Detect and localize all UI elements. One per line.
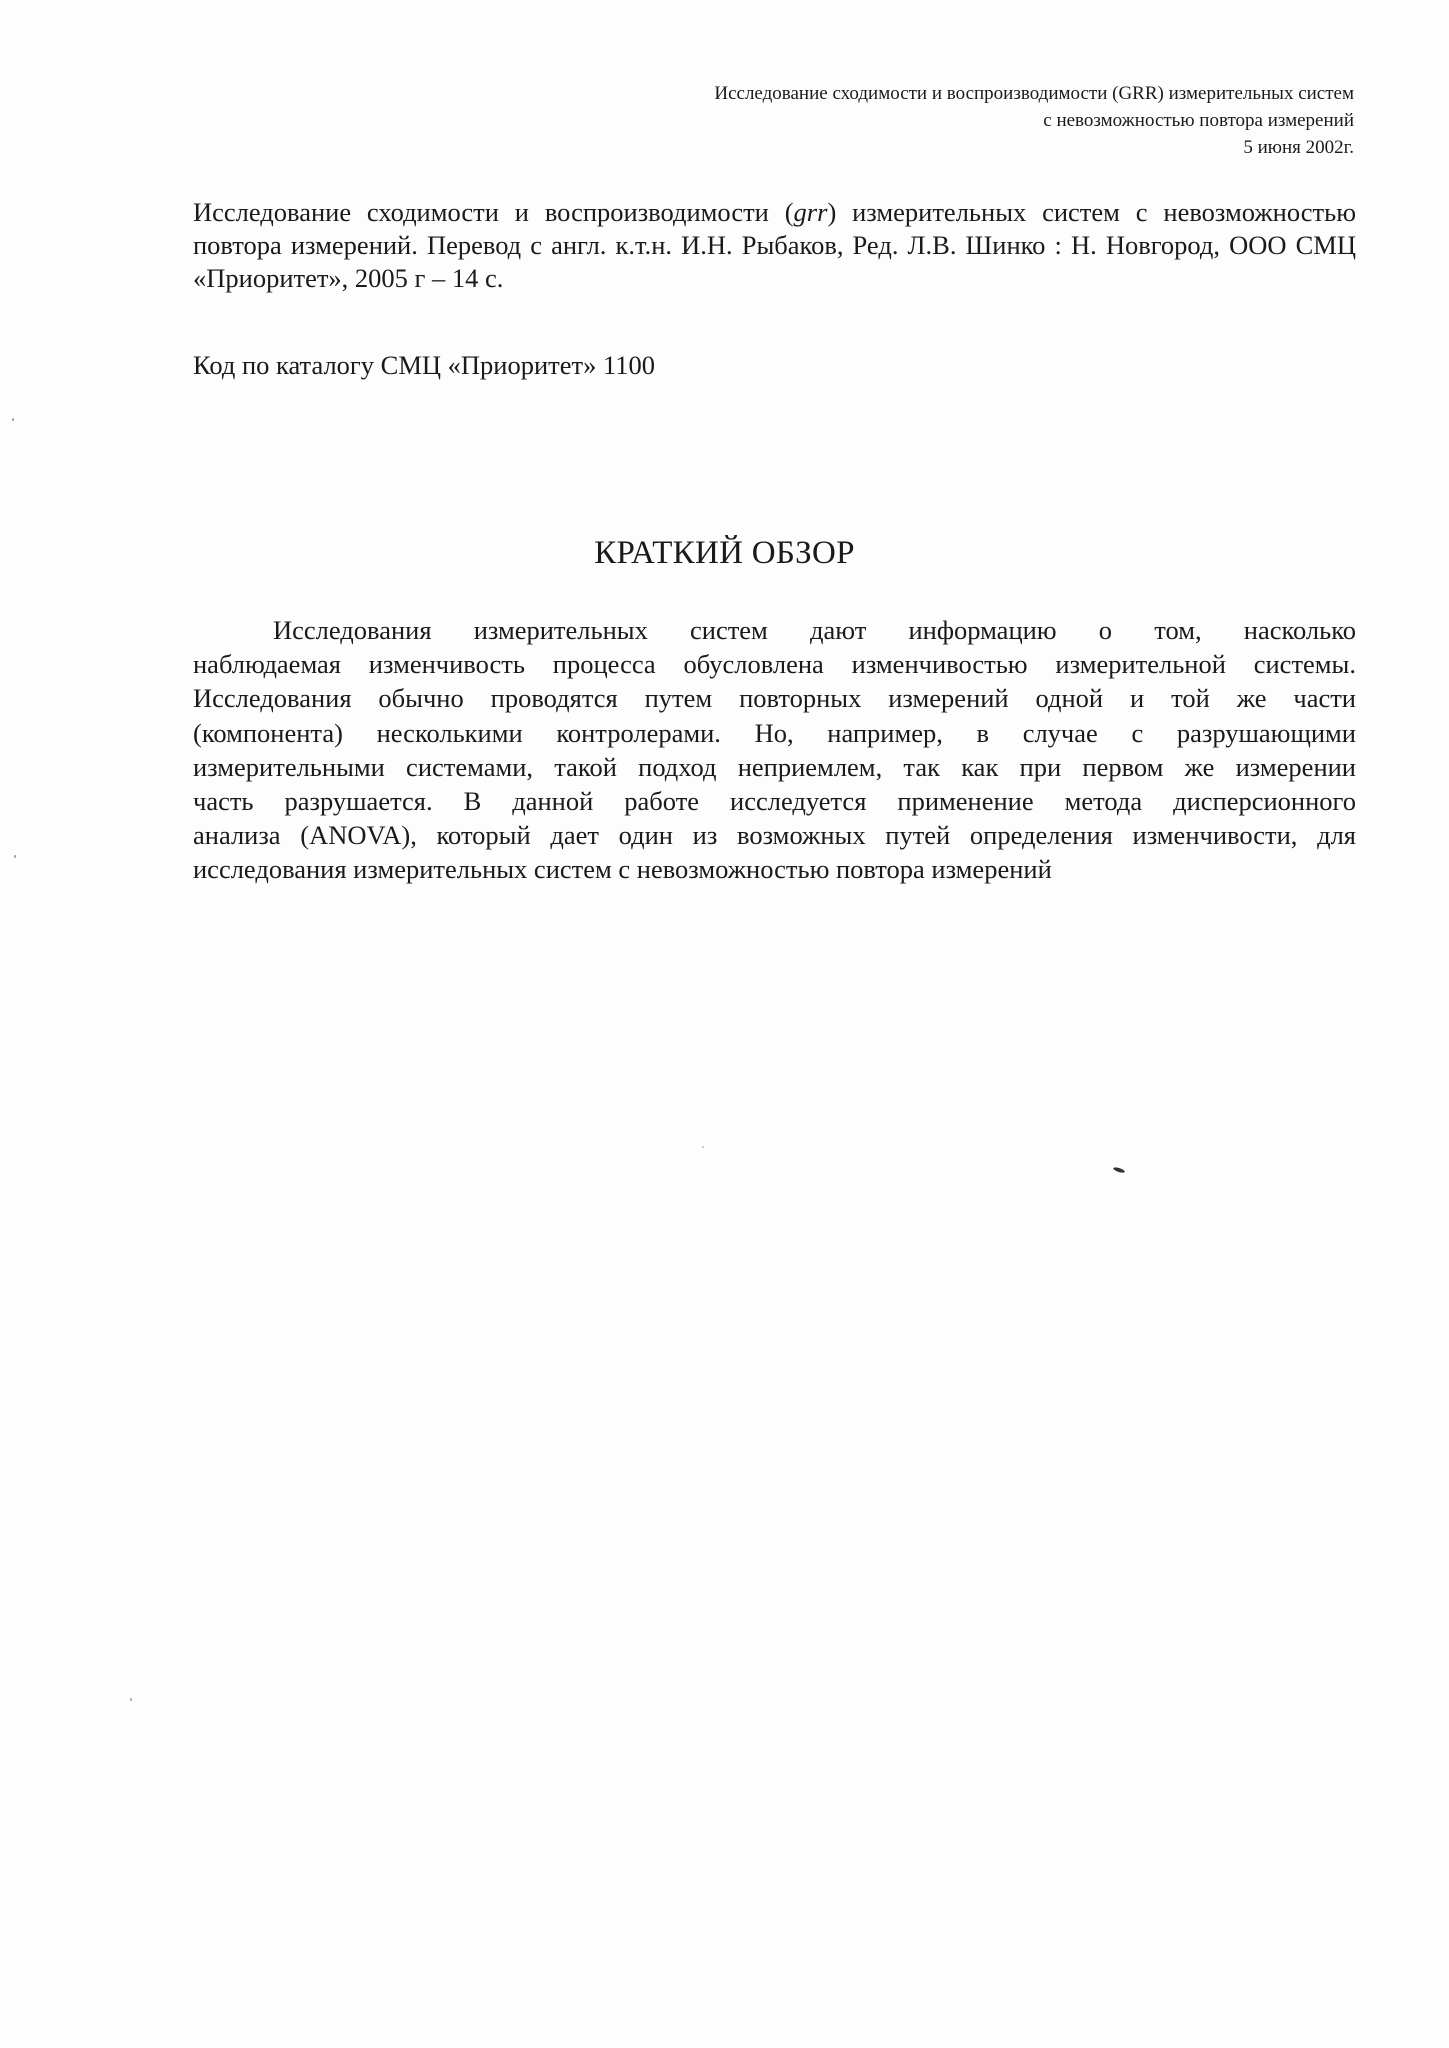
abstract-line: исследования измерительных систем с невозможностью повтора измерений [193,854,1052,885]
abstract-line: анализа (ANOVA), который дает один из возможных путей определения изменчивости, для [193,820,1356,851]
header-title-line2: с невозможностью повтора измерений [1043,110,1354,131]
scan-speck [130,1698,132,1701]
abstract-line: измерительными системами, такой подход неприемлем, так как при первом же измерении [193,751,1356,782]
scan-speck [1113,1166,1126,1174]
abstract-paragraph [193,613,1356,887]
scan-speck [12,418,14,421]
abstract-line: (компонента) несколькими контролерами. Но, например, в случае с разрушающими [193,717,1356,748]
scan-speck [14,855,16,858]
abstract-line: Исследования обычно проводятся путем повторных измерений одной и той же части [193,683,1356,714]
citation-grr-italic: grr [793,197,828,227]
citation-line-2: повтора измерений. Перевод с англ. к.т.н. И.Н. Рыбаков, Ред. Л.В. Шинко : Н. Новгород, ООО СМЦ [193,230,1356,260]
running-header [454,80,1354,161]
header-date: 5 июня 2002г. [1243,137,1354,158]
section-title: КРАТКИЙ ОБЗОР [594,535,855,571]
citation-line-1-start: Исследование сходимости и воспроизводимости ( [193,197,794,227]
bibliographic-citation [193,196,1356,295]
scan-speck [702,1146,704,1148]
citation-line-1-end: ) измерительных систем с невозможностью [827,197,1356,227]
header-title-line1: Исследование сходимости и воспроизводимости (GRR) измерительных систем [714,83,1354,104]
abstract-line: наблюдаемая изменчивость процесса обусловлена изменчивостью измерительной системы. [193,649,1356,680]
abstract-line: часть разрушается. В данной работе исследуется применение метода дисперсионного [193,786,1356,817]
citation-line-1 [193,196,1356,229]
citation-line-3: «Приоритет», 2005 г – 14 с. [193,263,504,293]
catalog-code: Код по каталогу СМЦ «Приоритет» 1100 [193,350,655,380]
abstract-line: Исследования измерительных систем дают информацию о том, насколько [273,615,1356,645]
